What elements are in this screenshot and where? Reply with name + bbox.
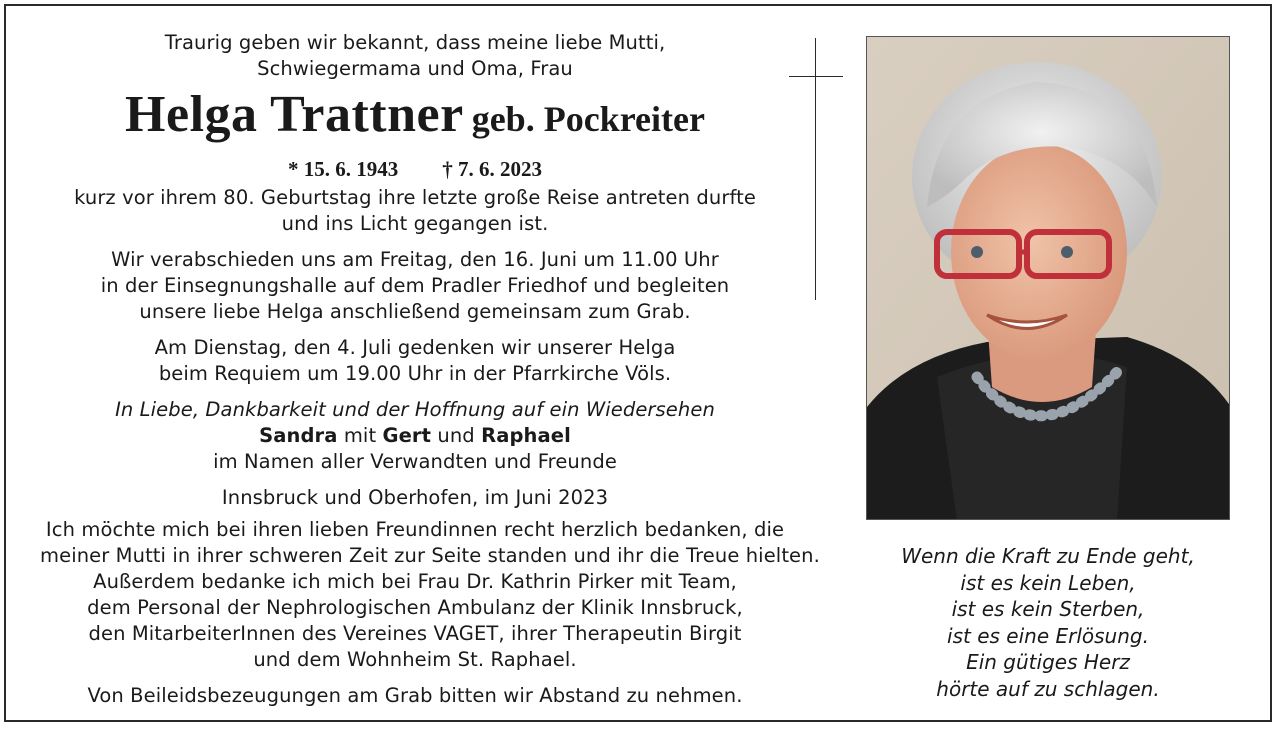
thanks-line: und dem Wohnheim St. Raphael. [253,648,577,671]
passing-line: kurz vor ihrem 80. Geburtstag ihre letzte große Reise antreten durfte [74,186,756,209]
funeral-line: in der Einsegnungshalle auf dem Pradler Friedhof und begleiten [100,274,730,297]
farewell-line: In Liebe, Dankbarkeit und der Hoffnung auf ein Wiedersehen [115,398,715,421]
poem-line: ist es eine Erlösung. [947,623,1149,648]
relatives-line: im Namen aller Verwandten und Freunde [213,450,617,473]
notice-text [40,30,820,709]
birth-date: * 15. 6. 1943 [288,157,399,181]
intro-line: Schwiegermama und Oma, Frau [257,57,573,80]
condolence-line: Von Beileidsbezeugungen am Grab bitten wir Abstand zu nehmen. [87,684,743,707]
mourner-conj: mit [343,424,377,447]
portrait-photo [866,36,1230,520]
thanks-line: Außerdem bedanke ich mich bei Frau Dr. Kathrin Pirker mit Team, [93,570,737,593]
mourner-name: Raphael [481,424,571,447]
requiem-line: Am Dienstag, den 4. Juli gedenken wir unserer Helga [154,336,676,359]
death-date: † 7. 6. 2023 [442,157,542,181]
passing-line: und ins Licht gegangen ist. [281,212,549,235]
cross-symbol [815,38,816,300]
memorial-poem [866,543,1230,702]
mourners-line [40,423,790,449]
name-full: Helga Trattner [125,86,464,143]
thanks-line: den MitarbeiterInnen des Vereines VAGET, ihrer Therapeutin Birgit [88,622,742,645]
poem-line: ist es kein Leben, [960,570,1136,595]
thanks-line: Ich möchte mich bei ihren lieben Freundinnen recht herzlich bedanken, die [45,518,785,541]
place-date: Innsbruck und Oberhofen, im Juni 2023 [221,486,609,509]
mourner-conj: und [437,424,475,447]
requiem-line: beim Requiem um 19.00 Uhr in der Pfarrkirche Völs. [158,362,672,385]
thanks-line: meiner Mutti in ihrer schweren Zeit zur Seite standen und ihr die Treue hielten. [40,544,820,567]
poem-line: Wenn die Kraft zu Ende geht, [901,544,1195,568]
life-dates [40,157,790,181]
intro-line: Traurig geben wir bekannt, dass meine liebe Mutti, [164,31,666,54]
thanks-line: dem Personal der Nephrologischen Ambulanz der Klinik Innsbruck, [87,596,743,619]
poem-line: hörte auf zu schlagen. [936,676,1160,701]
poem-line: Ein gütiges Herz [966,650,1130,674]
cross-bar [789,76,843,77]
funeral-line: unsere liebe Helga anschließend gemeinsam zum Grab. [139,300,691,323]
mourner-name: Sandra [259,424,338,447]
deceased-name [40,84,790,157]
poem-line: ist es kein Sterben, [951,597,1145,621]
funeral-line: Wir verabschieden uns am Freitag, den 16. Juni um 11.00 Uhr [111,248,719,271]
maiden-name: geb. Pockreiter [471,99,705,139]
mourner-name: Gert [382,424,432,447]
